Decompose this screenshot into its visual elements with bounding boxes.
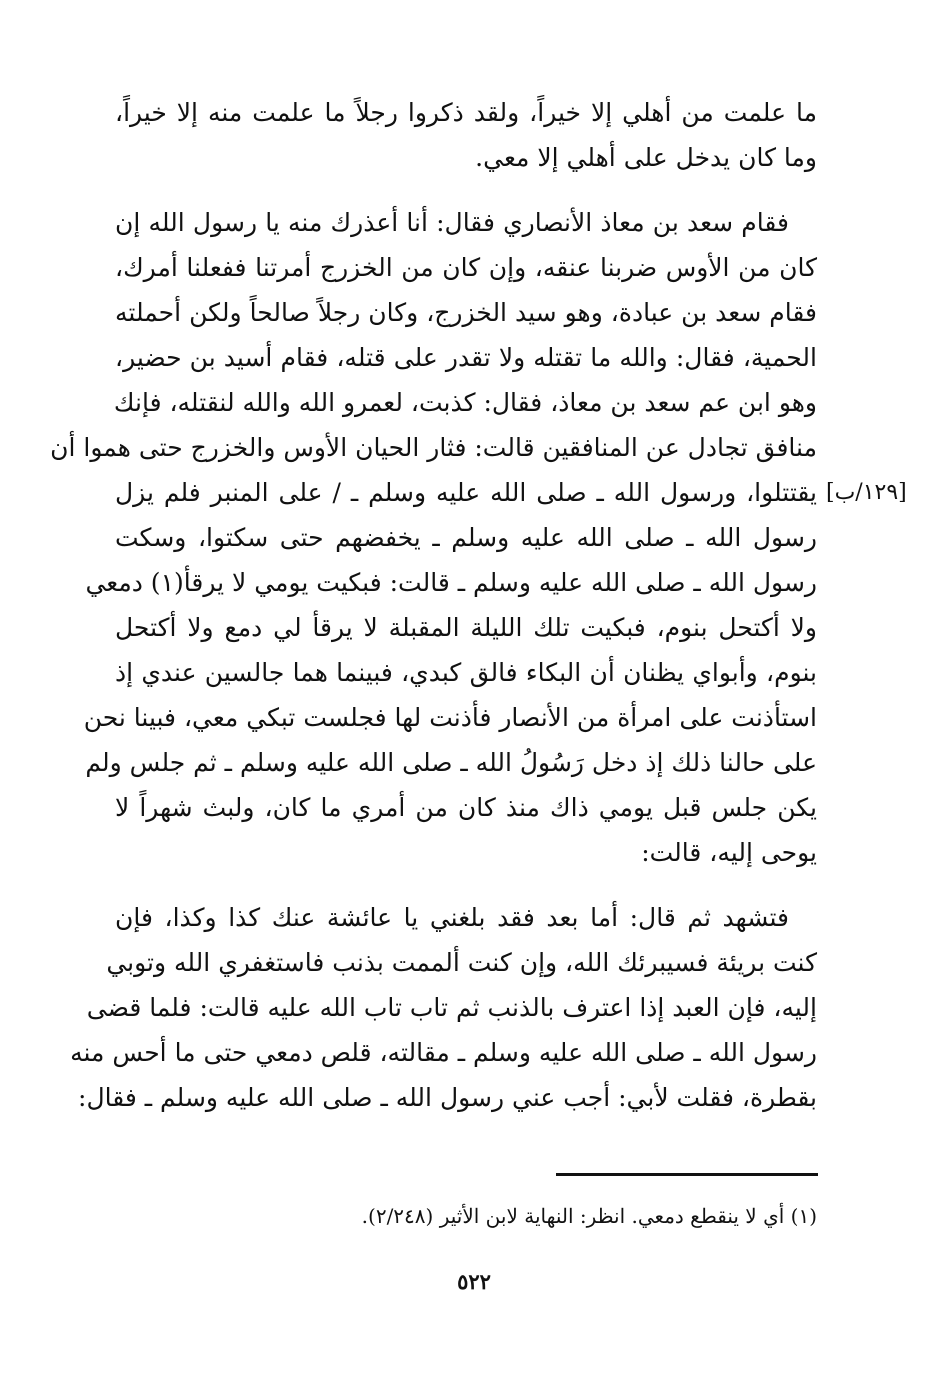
text-line: استأذنت على امرأة من الأنصار فأذنت لها فجلست تبكي معي، فبينا نحن [83,703,817,732]
text-line: وهو ابن عم سعد بن معاذ، فقال: كذبت، لعمرو الله والله لنقتله، فإنك [113,388,817,417]
text-line: رسول الله ـ صلى الله عليه وسلم ـ يخفضهم حتى سكتوا، وسكت [115,523,817,552]
footnote: (١) أي لا ينقطع دمعي. انظر: النهاية لابن الأثير (٢/٢٤٨). [361,1204,817,1228]
text-line: بنوم، وأبواي يظنان أن البكاء فالق كبدي، فبينما هما جالسين عندي إذ [115,658,817,687]
text-line: يقتتلوا، ورسول الله ـ صلى الله عليه وسلم ـ / على المنبر فلم يزل [115,478,817,507]
text-line: وما كان يدخل على أهلي إلا معي. [475,143,817,172]
paragraph-3 [70,895,817,1120]
text-line: فقام سعد بن عبادة، وهو سيد الخزرج، وكان رجلاً صالحاً ولكن أحملته [115,298,817,327]
text-line: رسول الله ـ صلى الله عليه وسلم ـ مقالته، قلص دمعي حتى ما أحس منه [70,1038,817,1067]
text-line: الحمية، فقال: والله ما تقتله ولا تقدر على قتله، فقام أسيد بن حضير، [115,343,817,372]
text-line: كنت بريئة فسيبرئك الله، وإن كنت ألممت بذنب فاستغفري الله وتوبي [106,948,817,977]
text-line: ولا أكتحل بنوم، فبكيت تلك الليلة المقبلة لا يرقأ لي دمع ولا أكتحل [115,613,817,642]
folio-marker: [١٢٩/ب] [826,480,907,505]
text-line: منافق تجادل عن المنافقين قالت: فثار الحيان الأوس والخزرج حتى هموا أن [50,433,817,462]
page-number: ٥٢٢ [457,1269,491,1294]
text-line: على حالنا ذلك إذ دخل رَسُولُ الله ـ صلى الله عليه وسلم ـ ثم جلس ولم [85,748,817,777]
paragraph-1 [115,90,817,180]
text-line: يوحى إليه، قالت: [641,838,817,867]
text-line: كان من الأوس ضربنا عنقه، وإن كان من الخزرج أمرتنا ففعلنا أمرك، [115,253,817,282]
text-line: يكن جلس قبل يومي ذاك منذ كان من أمري ما كان، ولبث شهراً لا [115,793,817,822]
text-line: فتشهد ثم قال: أما بعد فقد بلغني يا عائشة عنك كذا وكذا، فإن [115,903,789,932]
paragraph-2 [50,200,817,875]
footnote-divider [556,1173,818,1176]
text-line: رسول الله ـ صلى الله عليه وسلم ـ قالت: فبكيت يومي لا يرقأ(١) دمعي [85,568,817,597]
text-line: فقام سعد بن معاذ الأنصاري فقال: أنا أعذرك منه يا رسول الله إن [115,208,789,237]
text-line: بقطرة، فقلت لأبي: أجب عني رسول الله ـ صلى الله عليه وسلم ـ فقال: [78,1083,817,1112]
text-line: إليه، فإن العبد إذا اعترف بالذنب ثم تاب تاب الله عليه قالت: فلما قضى [86,993,817,1022]
text-line: ما علمت من أهلي إلا خيراً، ولقد ذكروا رجلاً ما علمت منه إلا خيراً، [115,98,817,127]
